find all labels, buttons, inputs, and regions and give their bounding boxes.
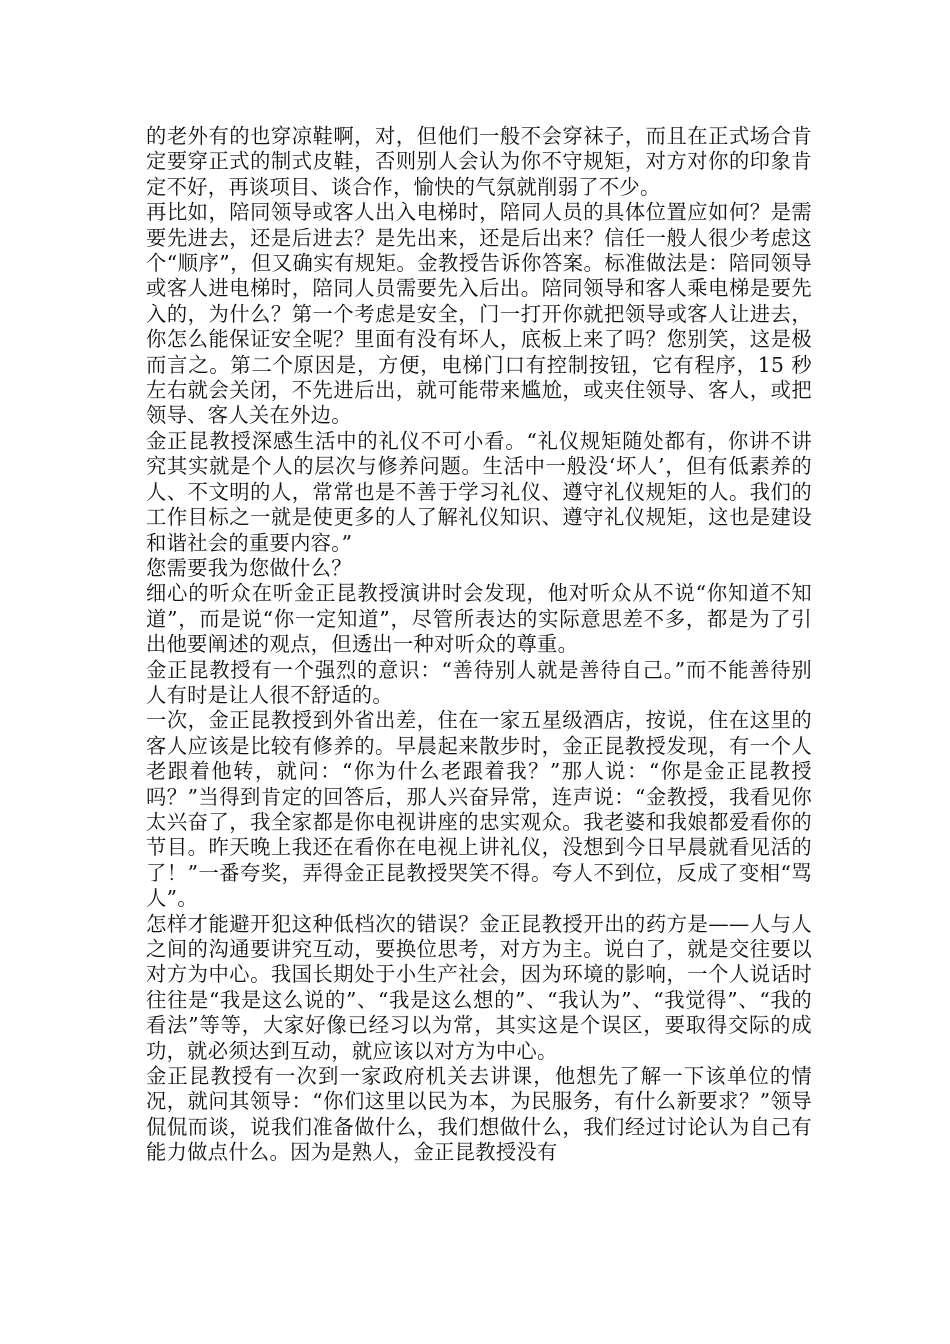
paragraph-elevator: 再比如，陪同领导或客人出入电梯时，陪同人员的具体位置应如何？是需要先进去，还是后进去？是先出来，还是后出来？信任一般人很少考虑这个“顺序”，但又确实有规矩。金教授告诉你答案。标准做法是：陪同领导或客人进电梯时，陪同人员需要先入后出。陪同领导和客人乘电梯是要先入的，为什么？第一个考虑是安全，门一打开你就把领导或客人让进去，你怎么能保证安全呢？里面有没有坏人，底板上来了吗？您别笑，这是极而言之。第二个原因是，方便，电梯门口有控制按钮，它有程序，15 秒左右就会关闭，不先进后出，就可能带来尴尬，或夹住领导、客人，或把领导、客人关在外边。: [146, 200, 812, 428]
paragraph-government-lecture: 金正昆教授有一次到一家政府机关去讲课，他想先了解一下该单位的情况，就问其领导：“你们这里以民为本，为民服务，有什么新要求？”领导侃侃而谈，说我们准备做什么，我们想做什么，我们经过讨论认为自己有能力做点什么。因为是熟人，金正昆教授没有: [146, 1064, 812, 1165]
paragraph-audience: 细心的听众在听金正昆教授演讲时会发现，他对听众从不说“你知道不知道”，而是说“你一定知道”，尽管所表达的实际意思差不多，都是为了引出他要阐述的观点，但透出一种对听众的尊重。: [146, 581, 812, 657]
document-body: [146, 124, 812, 1166]
paragraph-hotel-story: 一次，金正昆教授到外省出差，住在一家五星级酒店，按说，住在这里的客人应该是比较有修养的。早晨起来散步时，金正昆教授发现，有一个人老跟着他转，就问：“你为什么老跟着我？”那人说：“你是金正昆教授吗？”当得到肯定的回答后，那人兴奋异常，连声说：“金教授，我看见你太兴奋了，我全家都是你电视讲座的忠实观众。我老婆和我娘都爱看你的节目。昨天晚上我还在看你在电视上讲礼仪，没想到今日早晨就看见活的了！”一番夸奖，弄得金正昆教授哭笑不得。夸人不到位，反成了变相“骂人”。: [146, 708, 812, 911]
paragraph-interaction: 怎样才能避开犯这种低档次的错误？金正昆教授开出的药方是——人与人之间的沟通要讲究互动，要换位思考，对方为主。说白了，就是交往要以对方为中心。我国长期处于小生产社会，因为环境的影响，一个人说话时往往是“我是这么说的”、“我是这么想的”、“我认为”、“我觉得”、“我的看法”等等，大家好像已经习以为常，其实这是个误区，要取得交际的成功，就必须达到互动，就应该以对方为中心。: [146, 911, 812, 1063]
paragraph-shoes: 的老外有的也穿凉鞋啊，对，但他们一般不会穿袜子，而且在正式场合肯定要穿正式的制式皮鞋，否则别人会认为你不守规矩，对方对你的印象肯定不好，再谈项目、谈合作，愉快的气氛就削弱了不少。: [146, 124, 812, 199]
paragraph-etiquette-rules: 金正昆教授深感生活中的礼仪不可小看。“礼仪规矩随处都有，你讲不讲究其实就是个人的层次与修养问题。生活中一般没‘坏人’，但有低素养的人、不文明的人，常常也是不善于学习礼仪、遵守礼仪规矩的人。我们的工作目标之一就是使更多的人了解礼仪知识、遵守礼仪规矩，这也是建设和谐社会的重要内容。”: [146, 428, 812, 555]
paragraph-heading-question: 您需要我为您做什么？: [146, 555, 352, 580]
paragraph-treat-others: 金正昆教授有一个强烈的意识：“善待别人就是善待自己。”而不能善待别人有时是让人很不舒适的。: [146, 657, 812, 707]
